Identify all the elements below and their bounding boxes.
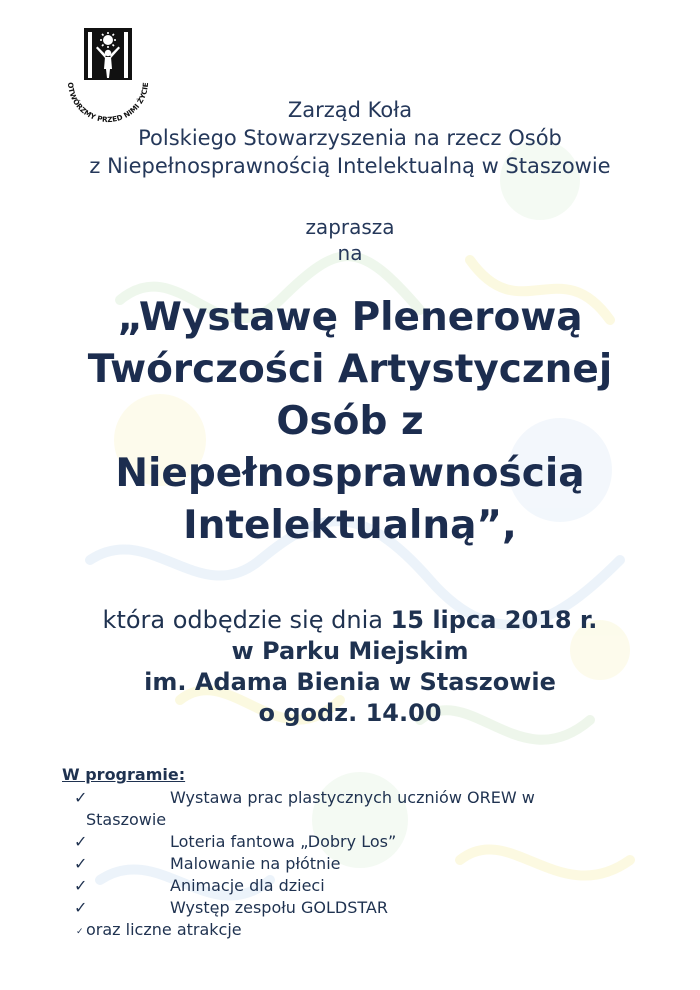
program-item-text: Malowanie na płótnie (170, 854, 341, 873)
event-details (0, 605, 700, 729)
logo-motto: OTWÓRZMY PRZED NIMI ŻYCIE (65, 81, 151, 124)
check-icon: ✓ (76, 927, 84, 937)
organization-line: z Niepełnosprawnością Intelektualną w Staszowie (89, 154, 611, 178)
program-item-text: Wystawa prac plastycznych uczniów OREW w (170, 788, 535, 807)
program-item (62, 853, 622, 875)
invite-line: zaprasza (305, 215, 395, 239)
program-heading: W programie: (62, 765, 186, 784)
title-line: Niepełnosprawnością (115, 451, 585, 496)
organization-line: Zarząd Koła (287, 98, 413, 122)
title-line: Twórczości Artystycznej (87, 347, 613, 392)
title-line: Osób z (276, 399, 424, 444)
check-icon: ✓ (74, 876, 88, 895)
event-time: o godz. 14.00 (258, 699, 442, 727)
program-item (62, 875, 622, 897)
event-place-detail: im. Adama Bienia w Staszowie (144, 668, 556, 696)
check-icon: ✓ (74, 788, 88, 807)
organization-name (0, 96, 700, 180)
check-icon: ✓ (74, 832, 88, 851)
program-item-text: Animacje dla dzieci (170, 876, 325, 895)
program-list (62, 787, 622, 941)
event-place: w Parku Miejskim (231, 637, 469, 665)
title-line: „Wystawę Plenerową (117, 295, 583, 340)
event-title (0, 292, 700, 552)
check-icon: ✓ (74, 854, 88, 873)
program-item-text: Występ zespołu GOLDSTAR (170, 898, 388, 917)
organization-line: Polskiego Stowarzyszenia na rzecz Osób (138, 126, 562, 150)
program-section (62, 764, 622, 941)
title-line: Intelektualną”, (183, 503, 517, 548)
program-item-text: oraz liczne atrakcje (86, 920, 242, 939)
program-item (62, 919, 622, 941)
program-item-continuation: Staszowie (86, 810, 167, 829)
event-intro: która odbędzie się dnia (102, 606, 391, 634)
invitation (0, 214, 700, 266)
event-date-line (0, 605, 700, 636)
event-date: 15 lipca 2018 r. (390, 606, 598, 634)
program-item (62, 787, 622, 831)
check-icon: ✓ (74, 898, 88, 917)
program-item (62, 831, 622, 853)
invite-line: na (337, 241, 363, 265)
program-item (62, 897, 622, 919)
program-item-text: Loteria fantowa „Dobry Los” (170, 832, 397, 851)
